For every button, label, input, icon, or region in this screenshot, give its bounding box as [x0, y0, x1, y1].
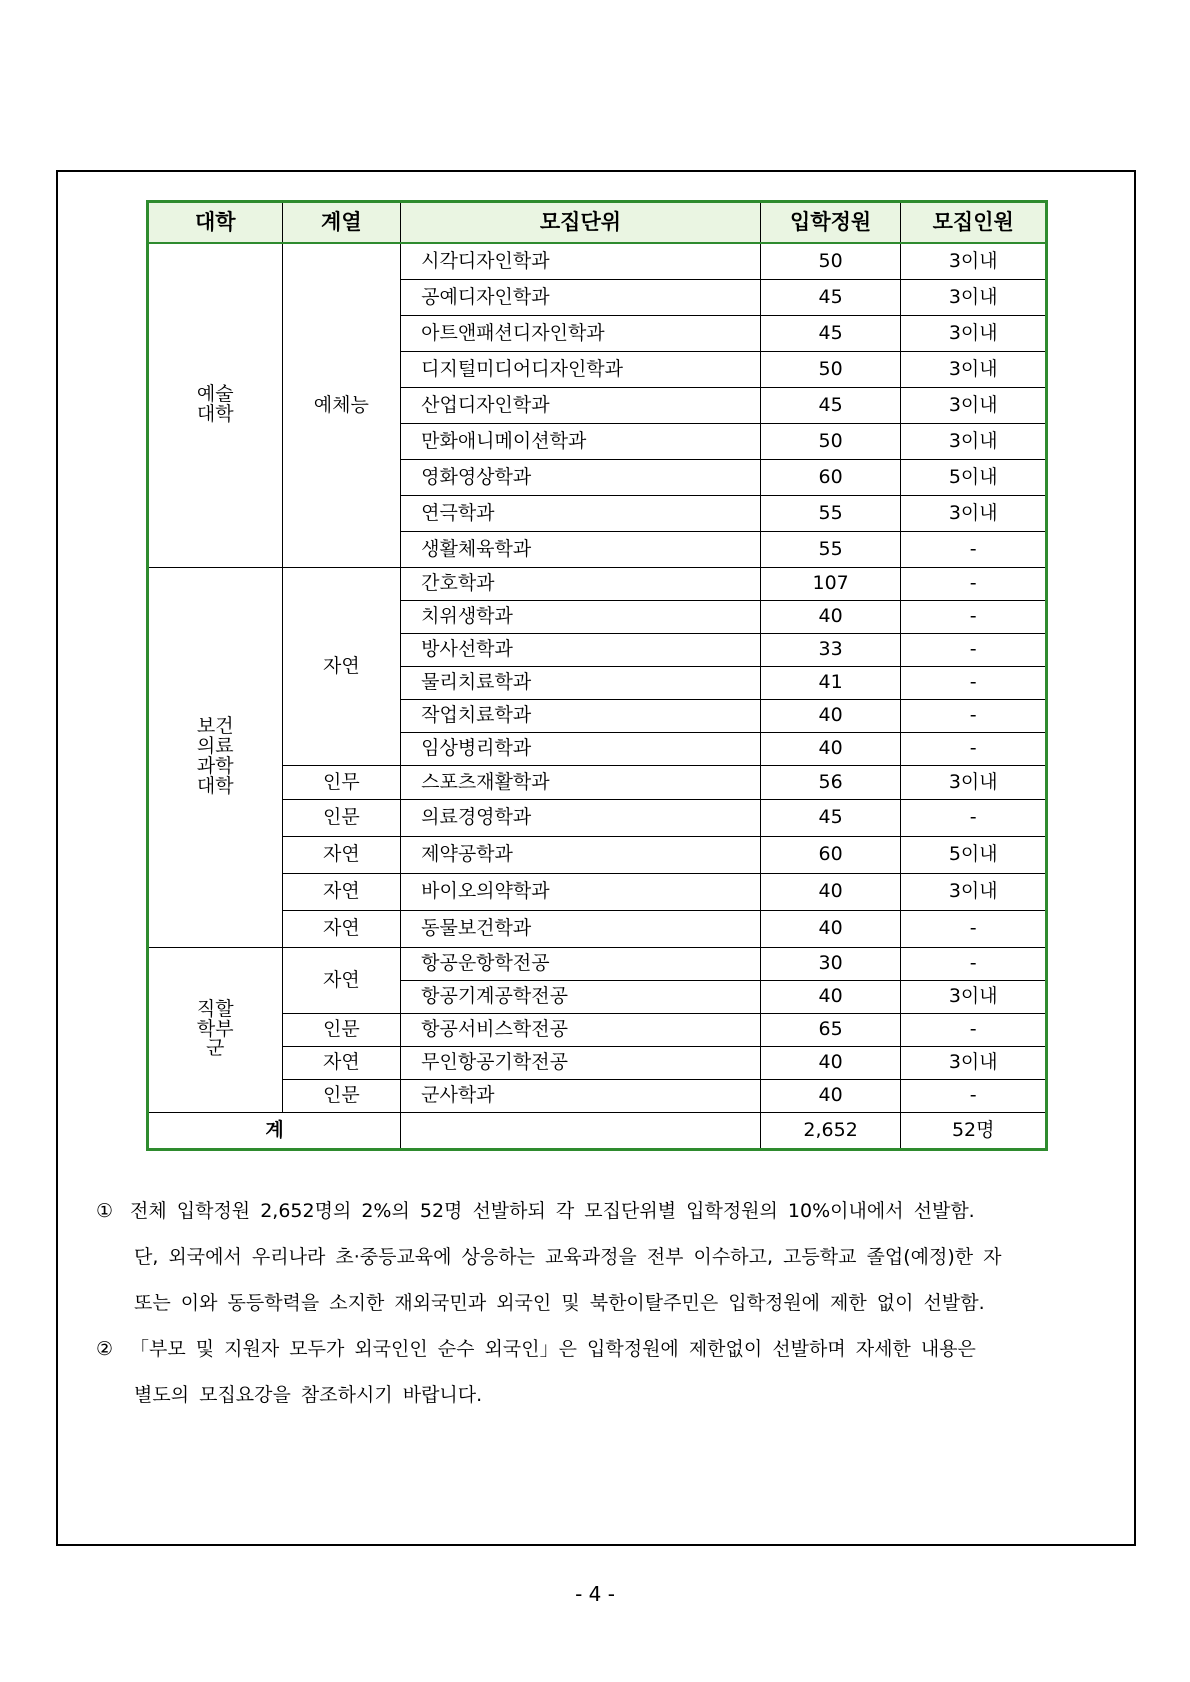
unit-cell: 스포츠재활학과 — [401, 765, 761, 799]
recruit-cell: 3이내 — [901, 765, 1047, 799]
note-text: 전체 입학정원 2,652명의 2%의 52명 선발하되 각 모집단위별 입학정원의 10%이내에서 선발함. — [130, 1200, 975, 1222]
table-body — [148, 243, 1047, 1149]
recruit-cell: 3이내 — [901, 980, 1047, 1013]
quota-cell: 45 — [760, 315, 901, 351]
field-cell: 자연 — [282, 910, 401, 947]
quota-cell: 56 — [760, 765, 901, 799]
quota-cell: 40 — [760, 699, 901, 732]
unit-cell: 작업치료학과 — [401, 699, 761, 732]
note-text: 「부모 및 지원자 모두가 외국인인 순수 외국인」은 입학정원에 제한없이 선발하며 자세한 내용은 — [130, 1338, 976, 1360]
recruit-cell: - — [901, 1013, 1047, 1046]
quota-cell: 41 — [760, 666, 901, 699]
note-mark: ② — [96, 1338, 114, 1360]
unit-cell: 간호학과 — [401, 567, 761, 600]
note-text: 별도의 모집요강을 참조하시기 바랍니다. — [134, 1384, 483, 1406]
unit-cell: 항공기계공학전공 — [401, 980, 761, 1013]
unit-cell: 산업디자인학과 — [401, 387, 761, 423]
field-cell: 예체능 — [282, 243, 401, 567]
unit-cell: 동물보건학과 — [401, 910, 761, 947]
quota-cell: 40 — [760, 910, 901, 947]
total-quota: 2,652 — [760, 1112, 901, 1149]
quota-cell: 40 — [760, 732, 901, 765]
quota-cell: 33 — [760, 633, 901, 666]
note-line — [96, 1280, 1096, 1326]
table-header-row — [148, 202, 1047, 244]
header-recruit: 모집인원 — [901, 202, 1047, 244]
note-text: 단, 외국에서 우리나라 초·중등교육에 상응하는 교육과정을 전부 이수하고, 고등학교 졸업(예정)한 자 — [134, 1246, 1002, 1268]
table-row — [148, 1079, 1047, 1112]
recruit-cell: 3이내 — [901, 279, 1047, 315]
table-row — [148, 567, 1047, 600]
quota-cell: 40 — [760, 600, 901, 633]
recruit-cell: - — [901, 1079, 1047, 1112]
unit-cell: 아트앤패션디자인학과 — [401, 315, 761, 351]
quota-cell: 55 — [760, 495, 901, 531]
unit-cell: 만화애니메이션학과 — [401, 423, 761, 459]
unit-cell: 물리치료학과 — [401, 666, 761, 699]
table-row — [148, 1046, 1047, 1079]
recruit-cell: 3이내 — [901, 423, 1047, 459]
recruit-cell: - — [901, 910, 1047, 947]
recruit-cell: 3이내 — [901, 315, 1047, 351]
recruit-cell: - — [901, 732, 1047, 765]
unit-cell: 시각디자인학과 — [401, 243, 761, 279]
quota-cell: 45 — [760, 799, 901, 836]
unit-cell: 공예디자인학과 — [401, 279, 761, 315]
college-cell: 예술 대학 — [148, 243, 283, 567]
quota-cell: 50 — [760, 423, 901, 459]
college-cell: 보건 의료 과학 대학 — [148, 567, 283, 947]
field-cell: 자연 — [282, 836, 401, 873]
field-cell: 자연 — [282, 567, 401, 765]
recruit-cell: 3이내 — [901, 351, 1047, 387]
field-cell: 자연 — [282, 947, 401, 1013]
quota-cell: 55 — [760, 531, 901, 567]
unit-cell: 바이오의약학과 — [401, 873, 761, 910]
table-row — [148, 910, 1047, 947]
total-unit — [401, 1112, 761, 1149]
unit-cell: 무인항공기학전공 — [401, 1046, 761, 1079]
note-line — [96, 1188, 1096, 1234]
table-row — [148, 873, 1047, 910]
table-row — [148, 1013, 1047, 1046]
recruit-cell: 3이내 — [901, 1046, 1047, 1079]
recruit-cell: 5이내 — [901, 836, 1047, 873]
unit-cell: 영화영상학과 — [401, 459, 761, 495]
header-quota: 입학정원 — [760, 202, 901, 244]
college-cell: 직할 학부 군 — [148, 947, 283, 1112]
quota-cell: 40 — [760, 1079, 901, 1112]
recruit-cell: - — [901, 699, 1047, 732]
field-cell: 자연 — [282, 1046, 401, 1079]
recruit-cell: - — [901, 531, 1047, 567]
recruit-cell: - — [901, 947, 1047, 980]
quota-cell: 60 — [760, 836, 901, 873]
recruit-cell: - — [901, 666, 1047, 699]
admission-quota-table — [146, 200, 1048, 1151]
quota-cell: 40 — [760, 980, 901, 1013]
notes-section — [96, 1188, 1096, 1418]
unit-cell: 연극학과 — [401, 495, 761, 531]
unit-cell: 임상병리학과 — [401, 732, 761, 765]
field-cell: 인무 — [282, 765, 401, 799]
field-cell: 자연 — [282, 873, 401, 910]
unit-cell: 치위생학과 — [401, 600, 761, 633]
note-line — [96, 1372, 1096, 1418]
field-cell: 인문 — [282, 1013, 401, 1046]
table-row — [148, 836, 1047, 873]
table-row — [148, 765, 1047, 799]
quota-cell: 65 — [760, 1013, 901, 1046]
unit-cell: 의료경영학과 — [401, 799, 761, 836]
unit-cell: 군사학과 — [401, 1079, 761, 1112]
quota-cell: 50 — [760, 351, 901, 387]
unit-cell: 디지털미디어디자인학과 — [401, 351, 761, 387]
quota-cell: 40 — [760, 873, 901, 910]
field-cell: 인문 — [282, 799, 401, 836]
total-recruit: 52명 — [901, 1112, 1047, 1149]
recruit-cell: 3이내 — [901, 873, 1047, 910]
recruit-cell: - — [901, 633, 1047, 666]
quota-cell: 50 — [760, 243, 901, 279]
unit-cell: 제약공학과 — [401, 836, 761, 873]
quota-cell: 45 — [760, 387, 901, 423]
quota-cell: 30 — [760, 947, 901, 980]
unit-cell: 항공운항학전공 — [401, 947, 761, 980]
recruit-cell: 5이내 — [901, 459, 1047, 495]
header-unit: 모집단위 — [401, 202, 761, 244]
header-college: 대학 — [148, 202, 283, 244]
total-row — [148, 1112, 1047, 1149]
recruit-cell: 3이내 — [901, 495, 1047, 531]
unit-cell: 방사선학과 — [401, 633, 761, 666]
quota-cell: 60 — [760, 459, 901, 495]
header-field: 계열 — [282, 202, 401, 244]
quota-cell: 40 — [760, 1046, 901, 1079]
table-row — [148, 243, 1047, 279]
quota-cell: 45 — [760, 279, 901, 315]
recruit-cell: - — [901, 600, 1047, 633]
recruit-cell: 3이내 — [901, 243, 1047, 279]
recruit-cell: - — [901, 567, 1047, 600]
total-label: 계 — [148, 1112, 401, 1149]
table-row — [148, 947, 1047, 980]
note-mark: ① — [96, 1200, 114, 1222]
quota-cell: 107 — [760, 567, 901, 600]
recruit-cell: 3이내 — [901, 387, 1047, 423]
note-text: 또는 이와 동등학력을 소지한 재외국민과 외국인 및 북한이탈주민은 입학정원에 제한 없이 선발함. — [134, 1292, 985, 1314]
field-cell: 인문 — [282, 1079, 401, 1112]
note-line — [96, 1234, 1096, 1280]
note-line — [96, 1326, 1096, 1372]
unit-cell: 생활체육학과 — [401, 531, 761, 567]
page-number: - 4 - — [575, 1582, 615, 1606]
recruit-cell: - — [901, 799, 1047, 836]
unit-cell: 항공서비스학전공 — [401, 1013, 761, 1046]
table-row — [148, 799, 1047, 836]
